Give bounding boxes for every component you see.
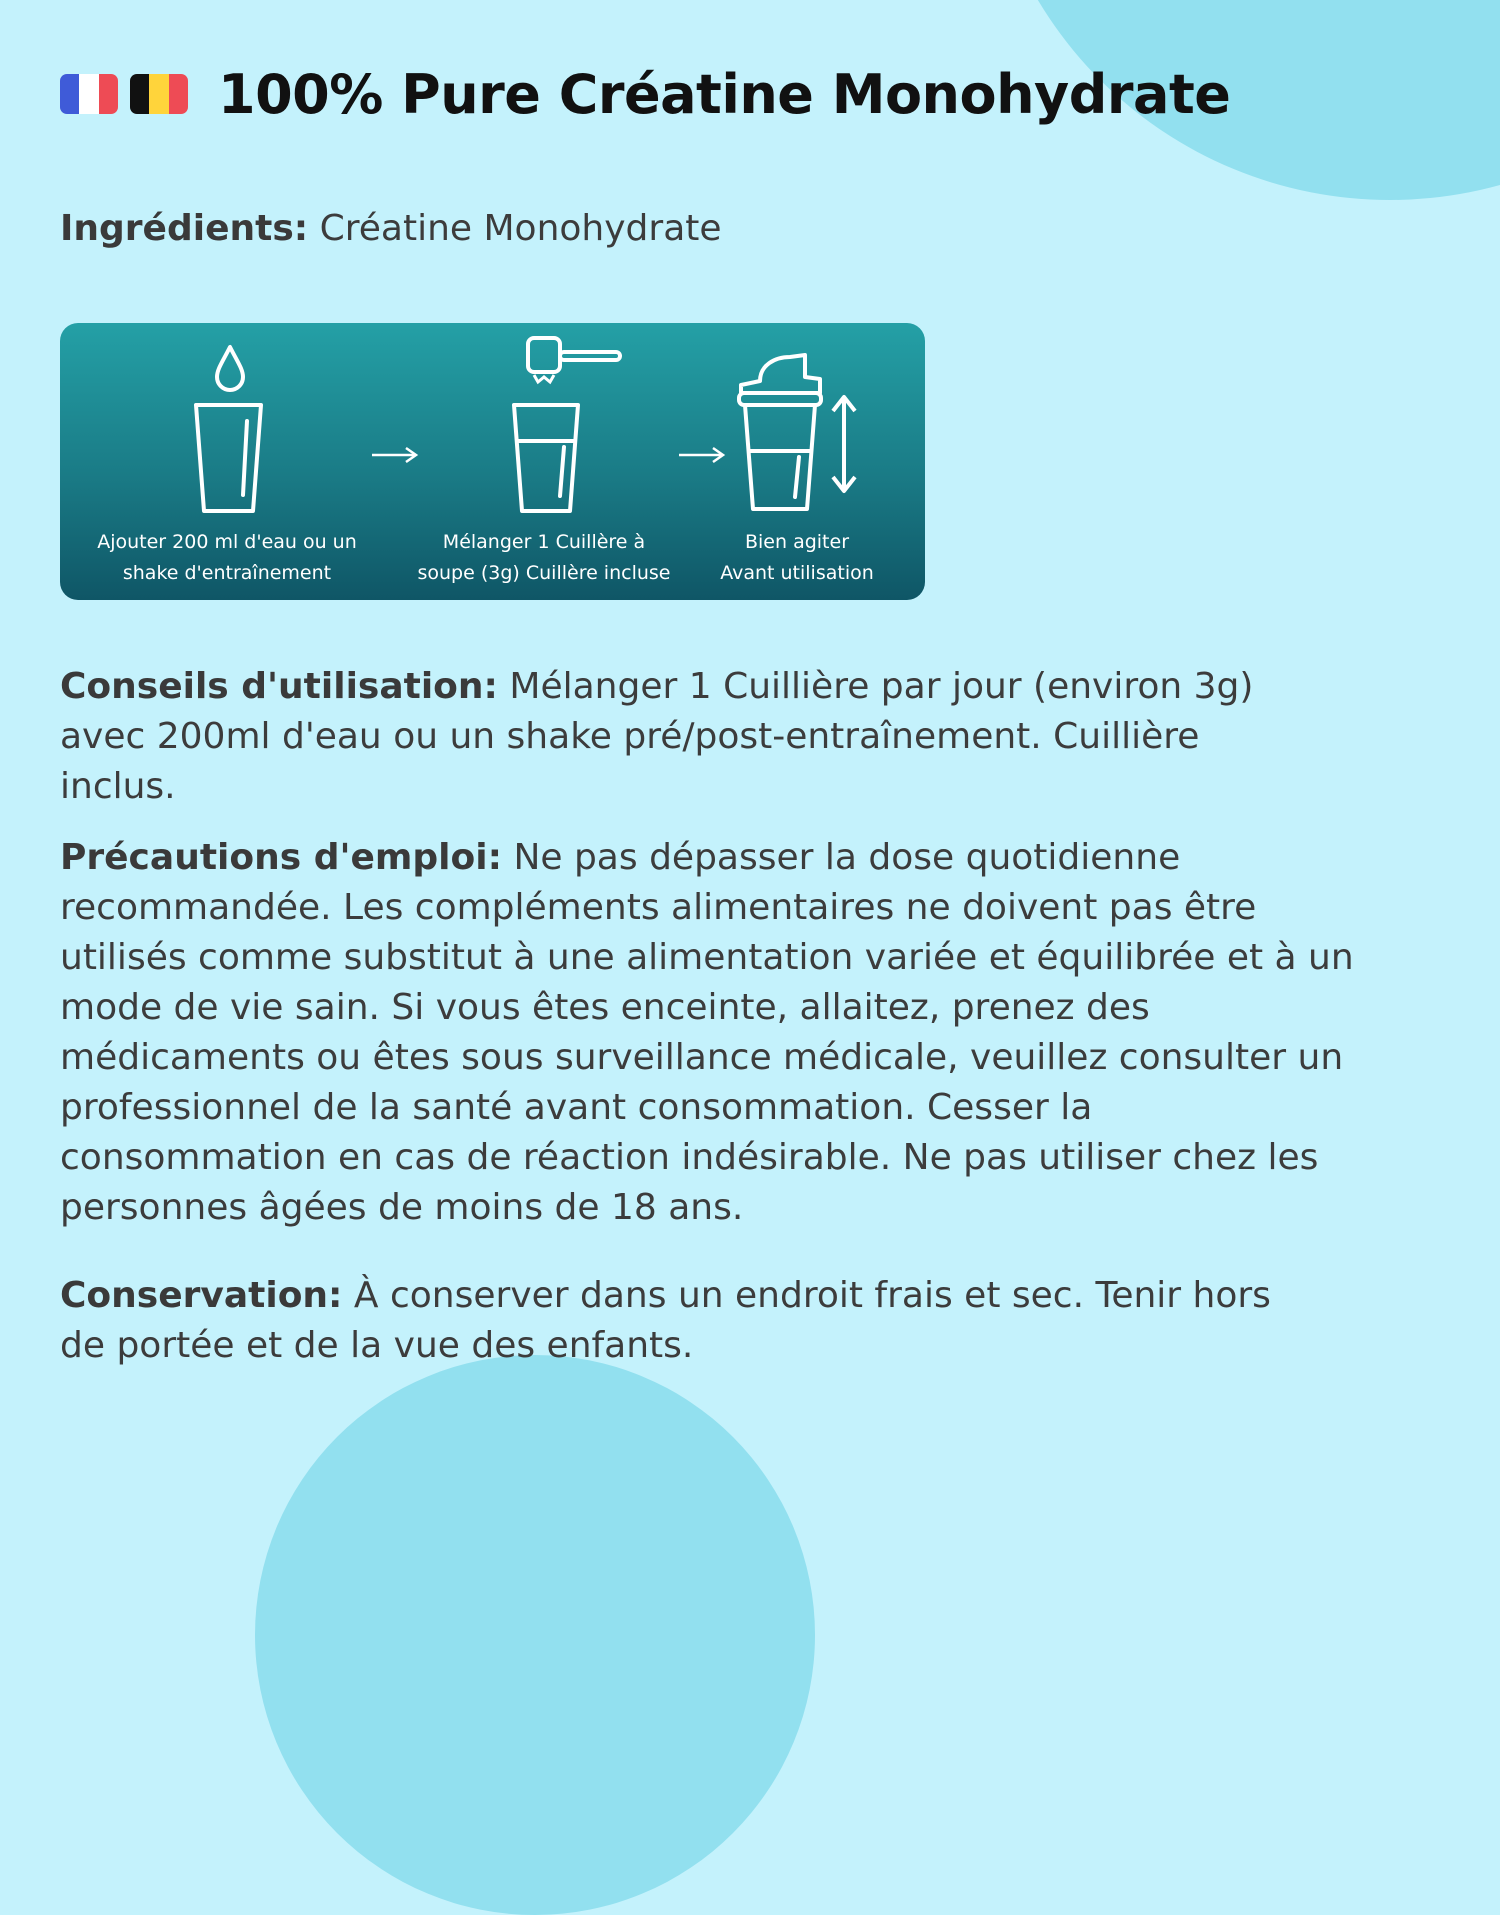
step-1-line-1: Ajouter 200 ml d'eau ou un bbox=[97, 531, 357, 553]
page-title: 100% Pure Créatine Monohydrate bbox=[218, 62, 1231, 126]
precautions-line-4: mode de vie sain. Si vous êtes enceinte, allaitez, prenez des bbox=[60, 987, 1150, 1028]
storage-line-1: À conserver dans un endroit frais et sec. Tenir hors bbox=[353, 1275, 1271, 1316]
usage-line-3: inclus. bbox=[60, 766, 176, 807]
step-3-label bbox=[672, 527, 922, 589]
water-glass-icon bbox=[190, 343, 270, 518]
step-1-label bbox=[77, 527, 377, 589]
scoop-glass-icon bbox=[508, 333, 628, 518]
instructions-panel bbox=[60, 323, 925, 600]
decorative-circle-bottom bbox=[255, 1355, 815, 1915]
precautions-line-3: utilisés comme substitut à une alimentation variée et équilibrée et à un bbox=[60, 937, 1354, 978]
ingredients-section bbox=[60, 204, 1460, 254]
step-2-label bbox=[394, 527, 694, 589]
storage-label: Conservation: bbox=[60, 1275, 343, 1316]
precautions-section bbox=[60, 833, 1460, 1233]
usage-line-2: avec 200ml d'eau ou un shake pré/post-entraînement. Cuillière bbox=[60, 716, 1200, 757]
ingredients-text: Créatine Monohydrate bbox=[319, 208, 722, 249]
precautions-line-8: personnes âgées de moins de 18 ans. bbox=[60, 1187, 744, 1228]
precautions-line-6: professionnel de la santé avant consommation. Cesser la bbox=[60, 1087, 1093, 1128]
flag-france-icon bbox=[60, 74, 118, 114]
precautions-line-1: Ne pas dépasser la dose quotidienne bbox=[513, 837, 1181, 878]
step-1-line-2: shake d'entraînement bbox=[122, 562, 332, 584]
arrow-right-icon bbox=[677, 445, 727, 465]
usage-label: Conseils d'utilisation: bbox=[60, 666, 498, 707]
step-2-line-2: soupe (3g) Cuillère incluse bbox=[417, 562, 671, 584]
precautions-line-2: recommandée. Les compléments alimentaires ne doivent pas être bbox=[60, 887, 1257, 928]
usage-line-1: Mélanger 1 Cuillière par jour (environ 3g) bbox=[509, 666, 1254, 707]
step-2-line-1: Mélanger 1 Cuillère à bbox=[442, 531, 646, 553]
precautions-label: Précautions d'emploi: bbox=[60, 837, 502, 878]
precautions-line-7: consommation en cas de réaction indésirable. Ne pas utiliser chez les bbox=[60, 1137, 1319, 1178]
precautions-line-5: médicaments ou êtes sous surveillance médicale, veuillez consulter un bbox=[60, 1037, 1344, 1078]
ingredients-label: Ingrédients: bbox=[60, 208, 309, 249]
arrow-right-icon bbox=[370, 445, 420, 465]
storage-line-2: de portée et de la vue des enfants. bbox=[60, 1325, 694, 1366]
step-3-line-1: Bien agiter bbox=[744, 531, 850, 553]
shaker-icon bbox=[735, 351, 865, 517]
step-3-line-2: Avant utilisation bbox=[720, 562, 874, 584]
header bbox=[60, 58, 1230, 130]
storage-section bbox=[60, 1271, 1460, 1371]
flag-belgium-icon bbox=[130, 74, 188, 114]
usage-section bbox=[60, 662, 1460, 812]
